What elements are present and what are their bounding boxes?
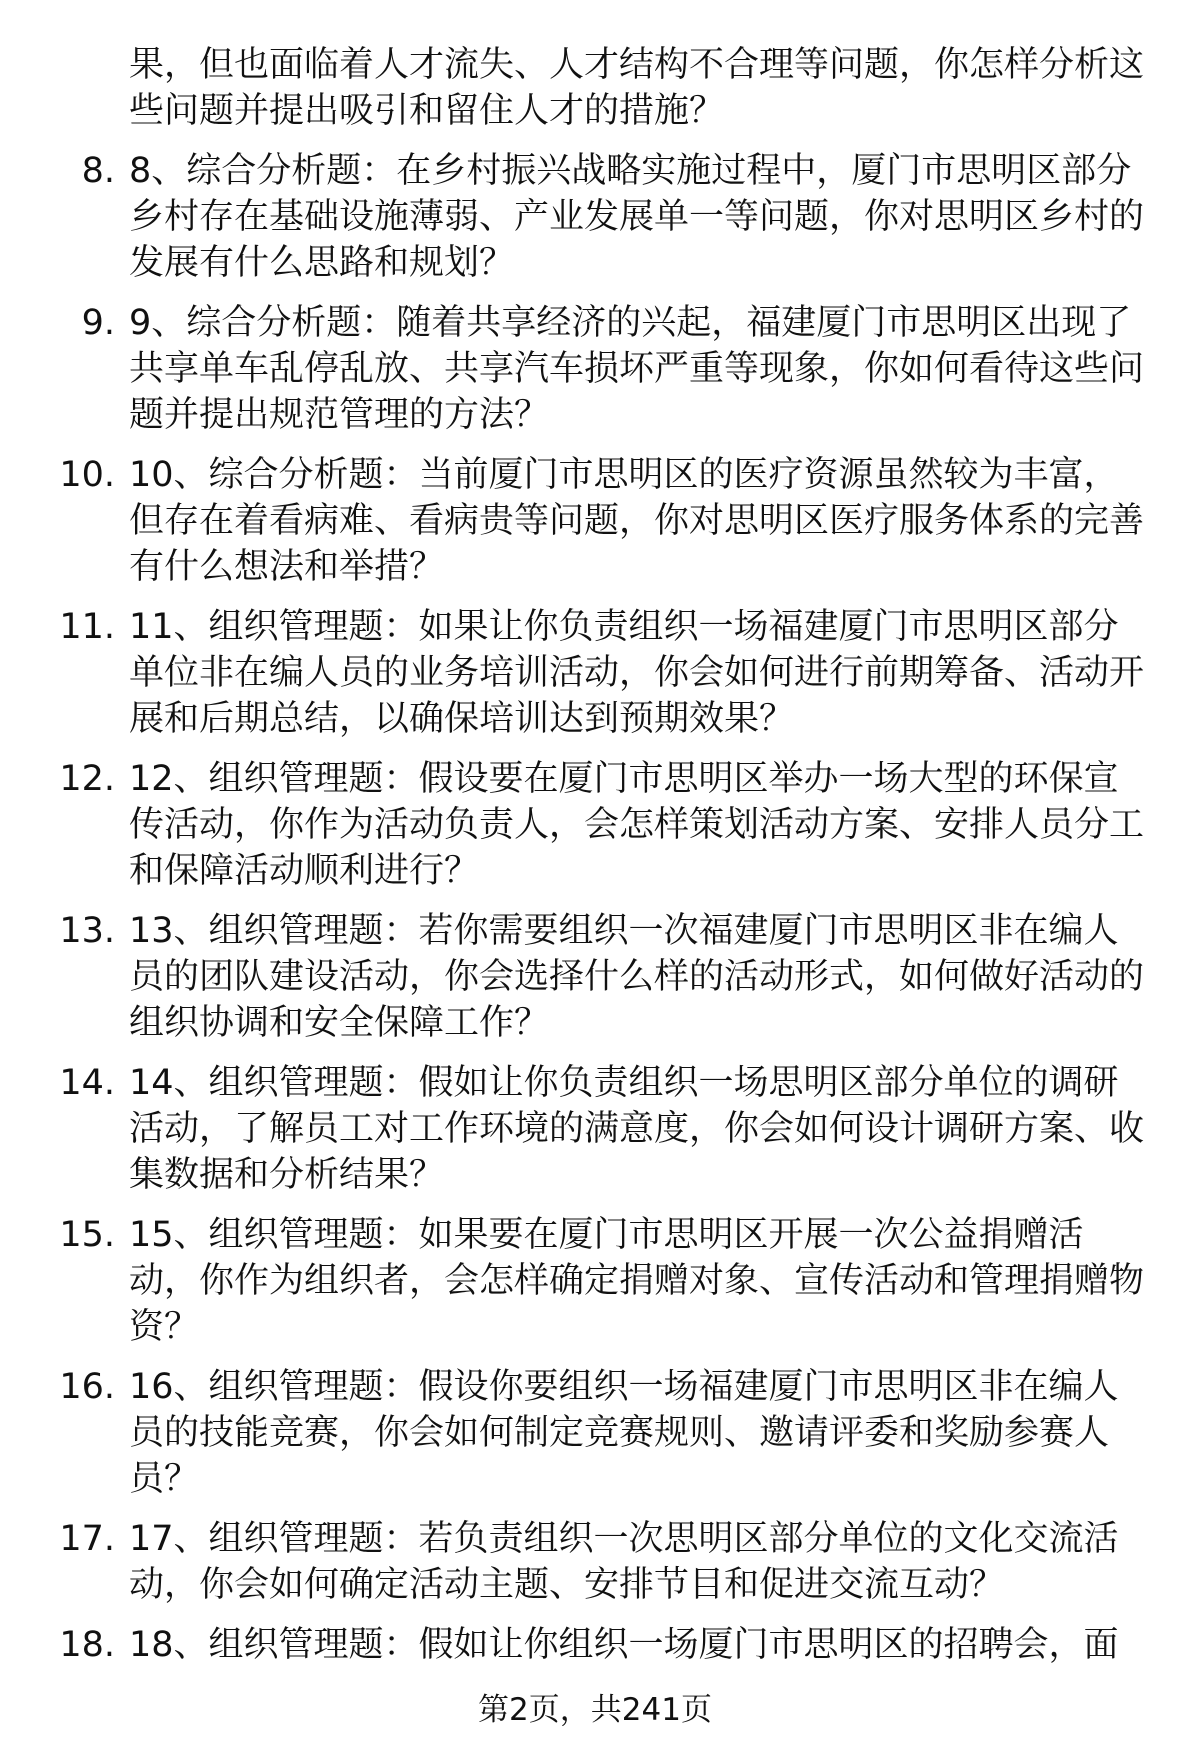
question-text: 15、组织管理题：如果要在厦门市思明区开展一次公益捐赠活动，你作为组织者，会怎样确定捐赠对象、宣传活动和管理捐赠物资？ xyxy=(129,1215,1145,1347)
page-content xyxy=(0,42,1190,1668)
question-number: 17. xyxy=(59,1519,115,1559)
question-text: 10、综合分析题：当前厦门市思明区的医疗资源虽然较为丰富，但存在着看病难、看病贵等问题，你对思明区医疗服务体系的完善有什么想法和举措？ xyxy=(129,455,1145,587)
question-number: 13. xyxy=(59,911,115,951)
page-footer: 第2页，共241页 xyxy=(478,1692,712,1728)
question-text: 11、组织管理题：如果让你负责组织一场福建厦门市思明区部分单位非在编人员的业务培训活动，你会如何进行前期筹备、活动开展和后期总结，以确保培训达到预期效果？ xyxy=(129,607,1145,739)
question-text: 12、组织管理题：假设要在厦门市思明区举办一场大型的环保宣传活动，你作为活动负责人，会怎样策划活动方案、安排人员分工和保障活动顺利进行？ xyxy=(129,759,1145,891)
question-item xyxy=(0,1060,1190,1198)
question-item xyxy=(0,148,1190,286)
question-number: 8. xyxy=(81,151,115,191)
question-text: 14、组织管理题：假如让你负责组织一场思明区部分单位的调研活动，了解员工对工作环境的满意度，你会如何设计调研方案、收集数据和分析结果？ xyxy=(129,1063,1145,1195)
question-item xyxy=(0,756,1190,894)
question-text: 8、综合分析题：在乡村振兴战略实施过程中，厦门市思明区部分乡村存在基础设施薄弱、产业发展单一等问题，你对思明区乡村的发展有什么思路和规划？ xyxy=(129,151,1145,283)
question-text: 9、综合分析题：随着共享经济的兴起，福建厦门市思明区出现了共享单车乱停乱放、共享汽车损坏严重等现象，你如何看待这些问题并提出规范管理的方法？ xyxy=(129,303,1145,435)
question-number: 12. xyxy=(59,759,115,799)
question-text: 13、组织管理题：若你需要组织一次福建厦门市思明区非在编人员的团队建设活动，你会选择什么样的活动形式，如何做好活动的组织协调和安全保障工作？ xyxy=(129,911,1145,1043)
question-text: 18、组织管理题：假如让你组织一场厦门市思明区的招聘会，面 xyxy=(129,1625,1119,1665)
question-number: 11. xyxy=(59,607,115,647)
question-number: 15. xyxy=(59,1215,115,1255)
question-list xyxy=(0,148,1190,1668)
question-item xyxy=(0,908,1190,1046)
continued-paragraph: 果，但也面临着人才流失、人才结构不合理等问题，你怎样分析这些问题并提出吸引和留住人才的措施？ xyxy=(129,45,1145,131)
question-number: 16. xyxy=(59,1367,115,1407)
question-item xyxy=(0,1212,1190,1350)
question-item xyxy=(0,1622,1190,1668)
question-item xyxy=(0,300,1190,438)
question-number: 10. xyxy=(59,455,115,495)
question-number: 9. xyxy=(81,303,115,343)
question-number: 14. xyxy=(59,1063,115,1103)
question-item xyxy=(0,604,1190,742)
question-item xyxy=(0,1364,1190,1502)
question-text: 17、组织管理题：若负责组织一次思明区部分单位的文化交流活动，你会如何确定活动主题、安排节目和促进交流互动？ xyxy=(129,1519,1119,1605)
question-text: 16、组织管理题：假设你要组织一场福建厦门市思明区非在编人员的技能竞赛，你会如何制定竞赛规则、邀请评委和奖励参赛人员？ xyxy=(129,1367,1119,1499)
question-item xyxy=(0,1516,1190,1608)
question-number: 18. xyxy=(59,1625,115,1665)
question-item xyxy=(0,452,1190,590)
